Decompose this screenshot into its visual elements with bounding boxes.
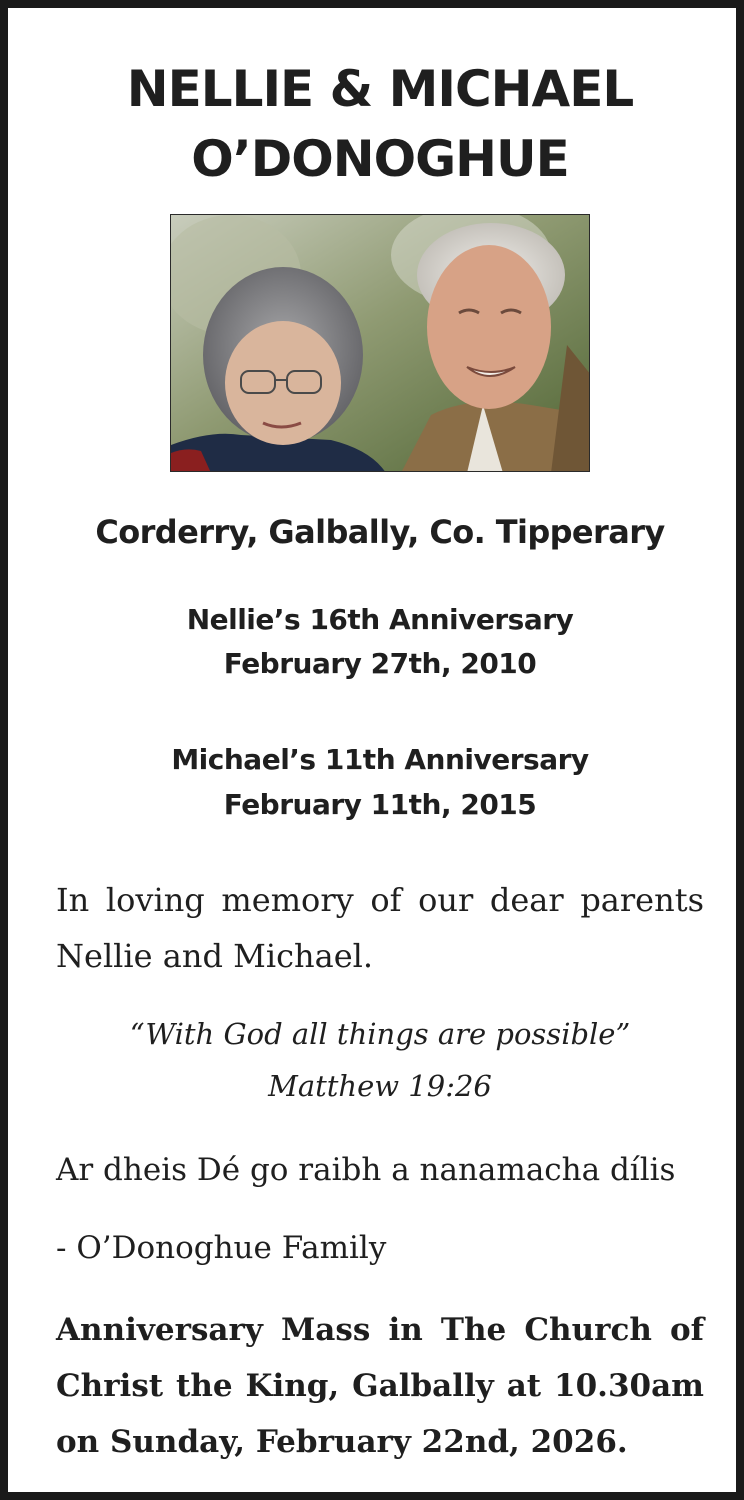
couple-photo-illustration: [171, 215, 590, 472]
quote: “With God all things are possible”: [129, 1017, 631, 1051]
irish-blessing: Ar dheis Dé go raibh a nanamacha dílis: [56, 1152, 676, 1188]
notice-title-line-2: O’DONOGHUE: [191, 130, 569, 188]
memory-text: In loving memory of our dear parents Nellie and Michael.: [56, 881, 704, 975]
family-signoff: - O’Donoghue Family: [56, 1230, 387, 1266]
notice-title-line-1: NELLIE & MICHAEL: [126, 60, 634, 118]
anniversary-2-title: Michael’s 11th Anniversary: [171, 743, 589, 776]
anniversary-1-date: February 27th, 2010: [223, 647, 537, 680]
address: Corderry, Galbally, Co. Tipperary: [95, 513, 665, 551]
quote-reference: Matthew 19:26: [268, 1069, 492, 1103]
anniversary-2-date: February 11th, 2015: [223, 788, 537, 821]
anniversary-1-title: Nellie’s 16th Anniversary: [186, 603, 574, 636]
mass-details: Anniversary Mass in The Church of Christ the King, Galbally at 10.30am on Sunday, February 22nd, 2026.: [56, 1312, 704, 1460]
couple-photo: [170, 214, 590, 472]
